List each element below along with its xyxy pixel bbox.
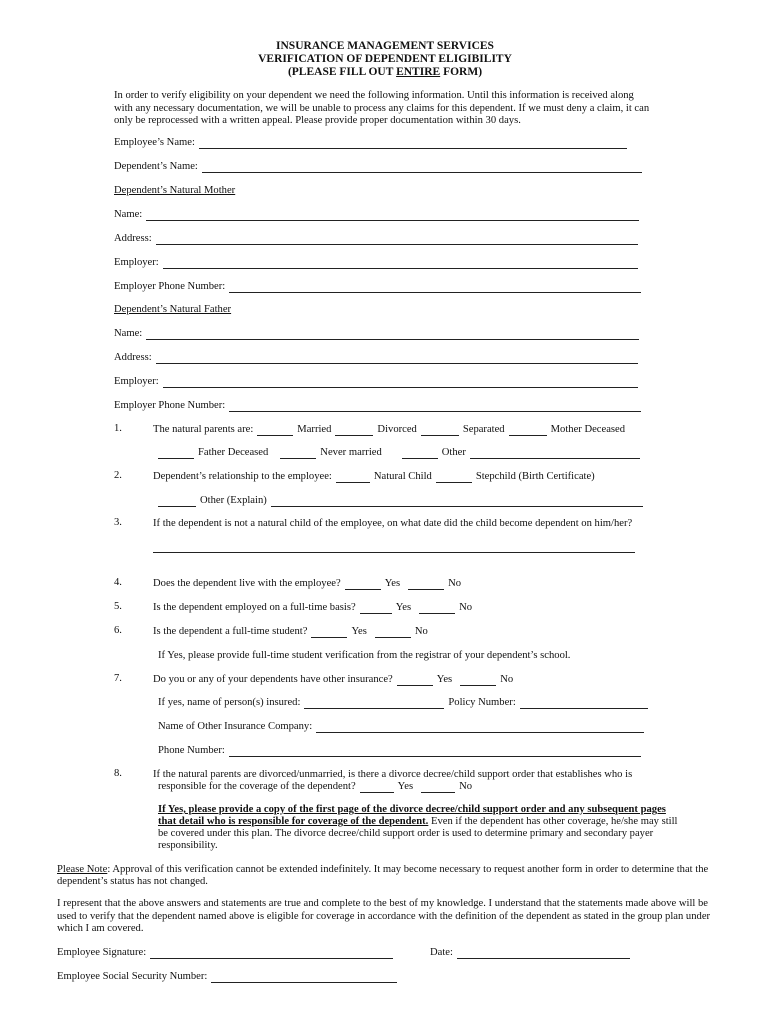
other-relationship-field[interactable] — [271, 495, 643, 507]
other-status-blank[interactable] — [402, 447, 438, 459]
no-label: No — [459, 781, 473, 792]
married-blank[interactable] — [257, 424, 293, 436]
father-heading: Dependent’s Natural Father — [114, 304, 232, 315]
stepchild-blank[interactable] — [436, 471, 472, 483]
question-8-text-1: If the natural parents are divorced/unmarried, is there a divorce decree/child support order that establishes who is — [153, 769, 633, 780]
question-6-row — [153, 625, 428, 638]
dependent-name-field[interactable] — [202, 161, 642, 173]
please-note-text: : Approval of this verification cannot be extended indefinitely. It may become necessary to request another form in order to determine that the — [107, 864, 709, 875]
mother-employer-row — [114, 256, 638, 269]
signature-field[interactable] — [150, 947, 393, 959]
question-5-row — [153, 601, 472, 614]
natural-child-blank[interactable] — [336, 471, 370, 483]
question-3-number: 3. — [114, 517, 122, 528]
dependent-name-row — [114, 160, 642, 173]
no-label: No — [500, 674, 514, 685]
dependent-date-field[interactable] — [153, 541, 635, 553]
other-company-row — [158, 720, 644, 733]
employee-name-field[interactable] — [199, 137, 627, 149]
form-instruction: (PLEASE FILL OUT ENTIRE FORM) — [287, 66, 483, 78]
father-name-field[interactable] — [146, 328, 639, 340]
decree-instruction-bold-1: If Yes, please provide a copy of the first page of the divorce decree/child support order and any subsequent pages — [158, 804, 666, 815]
question-2-row — [153, 470, 595, 483]
mother-employer-label: Employer: — [114, 257, 159, 268]
never-married-blank[interactable] — [280, 447, 316, 459]
question-3-answer-row — [153, 541, 635, 553]
insured-label: If yes, name of person(s) insured: — [158, 697, 301, 708]
mother-deceased-label: Mother Deceased — [550, 424, 626, 435]
other-status-label: Other — [441, 447, 466, 458]
question-6-note: If Yes, please provide full-time student verification from the registrar of your dependent’s school. — [158, 650, 571, 661]
intro-paragraph: In order to verify eligibility on your dependent we need the following information. Until this information is received along with any necessary documentation, we will be unable to process any claims for this dependent. If we must deny a claim, it can only be reprocessed with a written appeal. Please provide proper documentation within 30 days. — [114, 90, 650, 127]
question-1-text: The natural parents are: — [153, 424, 254, 435]
mother-name-field[interactable] — [146, 209, 639, 221]
ssn-label: Employee Social Security Number: — [57, 971, 208, 982]
signature-label: Employee Signature: — [57, 947, 147, 958]
mother-employer-field[interactable] — [163, 257, 638, 269]
student-no-blank[interactable] — [375, 626, 411, 638]
never-married-label: Never married — [320, 447, 382, 458]
question-1-row-2 — [158, 446, 640, 459]
decree-instruction-3: be covered under this plan. The divorce decree/child support order is used to determine primary and secondary payer — [158, 828, 654, 839]
separated-blank[interactable] — [421, 424, 459, 436]
yes-label: Yes — [395, 602, 412, 613]
insured-row — [158, 696, 648, 709]
father-deceased-blank[interactable] — [158, 447, 194, 459]
student-yes-blank[interactable] — [311, 626, 347, 638]
date-row — [430, 946, 630, 959]
ssn-field[interactable] — [211, 971, 397, 983]
please-note-label: Please Note — [57, 864, 108, 875]
ssn-row — [57, 970, 397, 983]
decree-no-blank[interactable] — [421, 781, 455, 793]
other-relationship-label: Other (Explain) — [200, 495, 267, 506]
mother-phone-field[interactable] — [229, 281, 641, 293]
father-employer-label: Employer: — [114, 376, 159, 387]
date-field[interactable] — [457, 947, 630, 959]
father-name-label: Name: — [114, 328, 143, 339]
other-company-field[interactable] — [316, 721, 644, 733]
no-label: No — [414, 626, 428, 637]
father-employer-field[interactable] — [163, 376, 638, 388]
question-4-text: Does the dependent live with the employee? — [153, 578, 341, 589]
other-relationship-blank[interactable] — [158, 495, 196, 507]
other-insurance-no-blank[interactable] — [460, 674, 496, 686]
question-2-number: 2. — [114, 470, 122, 481]
employee-name-row — [114, 136, 627, 149]
decree-yes-blank[interactable] — [360, 781, 394, 793]
yes-label: Yes — [351, 626, 367, 637]
question-7-number: 7. — [114, 673, 122, 684]
form-org-title: INSURANCE MANAGEMENT SERVICES — [276, 40, 494, 52]
please-note-line-2: dependent’s status has not changed. — [57, 876, 208, 887]
lives-with-yes-blank[interactable] — [345, 578, 381, 590]
mother-deceased-blank[interactable] — [509, 424, 547, 436]
other-phone-label: Phone Number: — [158, 745, 225, 756]
married-label: Married — [297, 424, 332, 435]
question-6-number: 6. — [114, 625, 122, 636]
question-3-text: If the dependent is not a natural child of the employee, on what date did the child become dependent on him/her? — [153, 518, 633, 529]
mother-address-field[interactable] — [156, 233, 638, 245]
decree-instruction-bold-2: that detail who is responsible for coverage of the dependent. — [158, 816, 429, 827]
father-phone-field[interactable] — [229, 400, 641, 412]
question-6-text: Is the dependent a full-time student? — [153, 626, 308, 637]
yes-label: Yes — [384, 578, 401, 589]
dependent-name-label: Dependent’s Name: — [114, 161, 198, 172]
mother-heading: Dependent’s Natural Mother — [114, 185, 236, 196]
employed-yes-blank[interactable] — [360, 602, 392, 614]
policy-number-field[interactable] — [520, 697, 648, 709]
other-phone-field[interactable] — [229, 745, 641, 757]
other-insurance-yes-blank[interactable] — [397, 674, 433, 686]
mother-address-row — [114, 232, 638, 245]
yes-label: Yes — [436, 674, 453, 685]
mother-name-row — [114, 208, 639, 221]
question-1-number: 1. — [114, 423, 122, 434]
father-phone-label: Employer Phone Number: — [114, 400, 226, 411]
separated-label: Separated — [462, 424, 505, 435]
natural-child-label: Natural Child — [373, 471, 432, 482]
employed-no-blank[interactable] — [419, 602, 455, 614]
mother-phone-label: Employer Phone Number: — [114, 281, 226, 292]
father-address-label: Address: — [114, 352, 152, 363]
stepchild-label: Stepchild (Birth Certificate) — [475, 471, 595, 482]
yes-label: Yes — [397, 781, 414, 792]
lives-with-no-blank[interactable] — [408, 578, 444, 590]
divorced-label: Divorced — [377, 424, 417, 435]
father-name-row — [114, 327, 639, 340]
signature-row — [57, 946, 393, 959]
father-address-row — [114, 351, 638, 364]
father-employer-row — [114, 375, 638, 388]
form-title: VERIFICATION OF DEPENDENT ELIGIBILITY — [258, 53, 512, 65]
father-phone-row — [114, 399, 641, 412]
question-8-text-2: responsible for the coverage of the dependent? — [158, 781, 356, 792]
question-1-row — [153, 423, 625, 436]
employee-name-label: Employee’s Name: — [114, 137, 195, 148]
other-status-field[interactable] — [470, 447, 640, 459]
question-2-text: Dependent’s relationship to the employee: — [153, 471, 332, 482]
other-company-label: Name of Other Insurance Company: — [158, 721, 313, 732]
question-4-row — [153, 577, 461, 590]
mother-name-label: Name: — [114, 209, 143, 220]
no-label: No — [459, 602, 473, 613]
question-7-row — [153, 673, 513, 686]
question-4-number: 4. — [114, 577, 122, 588]
attestation-paragraph: I represent that the above answers and statements are true and complete to the best of my knowledge. I understand that the statements made above will be used to verify that the dependent named above is eligible for coverage in accordance with the definition of the dependent as stated in the group plan under which I am covered. — [57, 898, 711, 935]
decree-instruction-rest-2: Even if the dependent has other coverage, he/she may still — [428, 816, 678, 827]
decree-instruction-4: responsibility. — [158, 840, 218, 851]
question-7-text: Do you or any of your dependents have other insurance? — [153, 674, 393, 685]
no-label: No — [448, 578, 462, 589]
mother-phone-row — [114, 280, 641, 293]
divorced-blank[interactable] — [335, 424, 373, 436]
question-5-number: 5. — [114, 601, 122, 612]
question-8-row — [158, 780, 472, 793]
insured-field[interactable] — [304, 697, 444, 709]
other-phone-row — [158, 744, 641, 757]
father-deceased-label: Father Deceased — [198, 447, 269, 458]
question-2-row-2 — [158, 494, 643, 507]
question-5-text: Is the dependent employed on a full-time basis? — [153, 602, 356, 613]
question-8-number: 8. — [114, 768, 122, 779]
policy-number-label: Policy Number: — [448, 697, 516, 708]
father-address-field[interactable] — [156, 352, 638, 364]
date-label: Date: — [430, 947, 453, 958]
mother-address-label: Address: — [114, 233, 152, 244]
